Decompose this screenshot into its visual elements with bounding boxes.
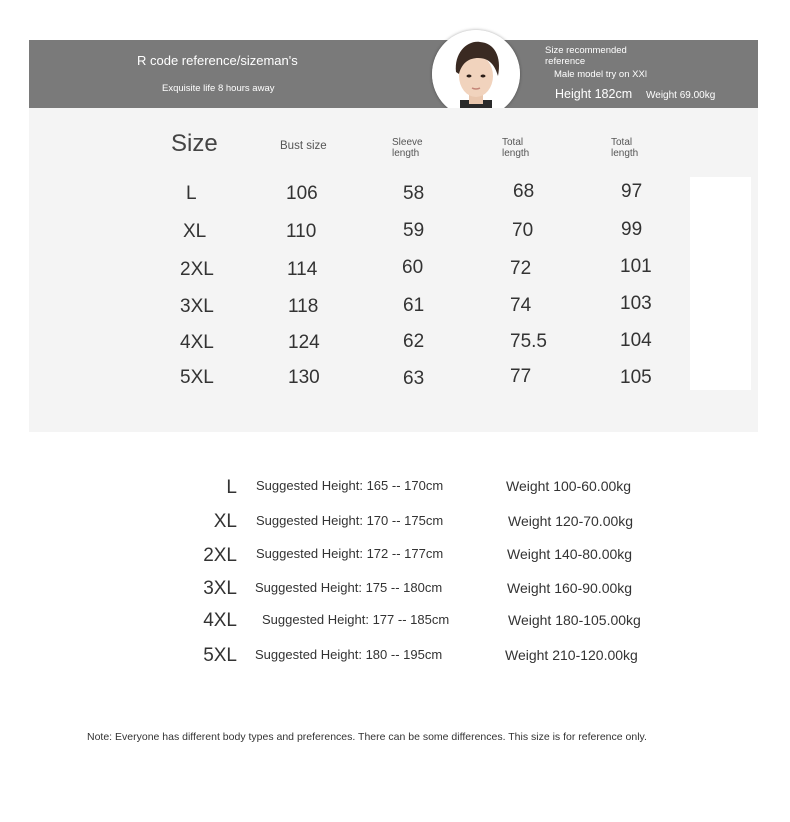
cell-total-1: 72	[510, 258, 532, 279]
cell-sleeve: 60	[402, 257, 424, 278]
suggestion-weight: Weight 210-120.00kg	[505, 647, 638, 663]
suggestion-height: Suggested Height: 165 -- 170cm	[256, 478, 444, 493]
cell-total-2: 104	[620, 330, 652, 351]
cell-bust: 118	[288, 296, 319, 317]
cell-sleeve: 63	[403, 368, 425, 389]
cell-sleeve: 58	[403, 183, 425, 204]
suggestion-size: L	[226, 477, 237, 498]
reference-note: Note: Everyone has different body types and preferences. There can be some differences. This size is for reference only.	[87, 731, 647, 743]
cell-total-2: 101	[620, 256, 652, 277]
cell-bust: 130	[288, 367, 320, 388]
cell-bust: 114	[287, 259, 318, 280]
cell-bust: 110	[286, 221, 317, 242]
header-subtitle: Exquisite life 8 hours away	[162, 83, 275, 94]
cell-sleeve: 62	[403, 331, 425, 352]
suggestion-weight: Weight 140-80.00kg	[507, 546, 633, 562]
cell-total-1: 70	[512, 220, 534, 241]
suggestion-weight: Weight 120-70.00kg	[508, 513, 634, 529]
cell-size: 2XL	[180, 259, 214, 280]
cell-total-2: 105	[620, 367, 652, 388]
model-fit-text: Male model try on XXl	[554, 69, 647, 80]
model-weight: Weight 69.00kg	[646, 90, 716, 101]
header-bust-size: Bust size	[280, 140, 327, 152]
cell-sleeve: 59	[403, 220, 425, 241]
cell-total-1: 68	[513, 181, 535, 202]
suggestion-size: 5XL	[203, 645, 237, 666]
size-recommended-label: Size recommended reference	[545, 45, 627, 67]
cell-bust: 124	[288, 332, 320, 353]
cell-size: 5XL	[180, 367, 214, 388]
cell-total-1: 74	[510, 295, 532, 316]
cell-size: L	[186, 183, 197, 204]
suggestion-weight: Weight 180-105.00kg	[508, 612, 641, 628]
model-height: Height 182cm	[555, 87, 633, 101]
suggestion-size: 3XL	[203, 578, 237, 599]
header-total-length-2: Total length	[611, 137, 639, 159]
suggestion-height: Suggested Height: 172 -- 177cm	[256, 546, 444, 561]
model-avatar	[432, 30, 520, 118]
suggestion-size: 2XL	[203, 545, 237, 566]
suggestion-weight: Weight 160-90.00kg	[507, 580, 633, 596]
cell-total-2: 103	[620, 293, 652, 314]
header-title: R code reference/sizeman's	[137, 53, 298, 68]
header-sleeve-length: Sleeve length	[392, 137, 423, 159]
suggestion-weight: Weight 100-60.00kg	[506, 478, 632, 494]
suggestion-size: XL	[213, 511, 237, 532]
header-band	[29, 40, 758, 108]
table-side-bar	[690, 177, 751, 390]
suggestion-height: Suggested Height: 170 -- 175cm	[256, 513, 444, 528]
suggestion-height: Suggested Height: 175 -- 180cm	[255, 580, 443, 595]
model-portrait-image	[432, 30, 520, 118]
cell-sleeve: 61	[403, 295, 425, 316]
suggestion-size: 4XL	[203, 610, 237, 631]
cell-total-1: 77	[510, 366, 532, 387]
suggestion-height: Suggested Height: 177 -- 185cm	[262, 612, 450, 627]
cell-total-2: 97	[621, 181, 643, 202]
header-total-length-1: Total length	[502, 137, 530, 159]
cell-size: 4XL	[180, 332, 214, 353]
header-size: Size	[171, 130, 218, 157]
cell-size: 3XL	[180, 296, 214, 317]
cell-bust: 106	[286, 183, 318, 204]
cell-total-1: 75.5	[510, 331, 547, 352]
cell-size: XL	[183, 221, 207, 242]
cell-total-2: 99	[621, 219, 643, 240]
suggestion-height: Suggested Height: 180 -- 195cm	[255, 647, 443, 662]
